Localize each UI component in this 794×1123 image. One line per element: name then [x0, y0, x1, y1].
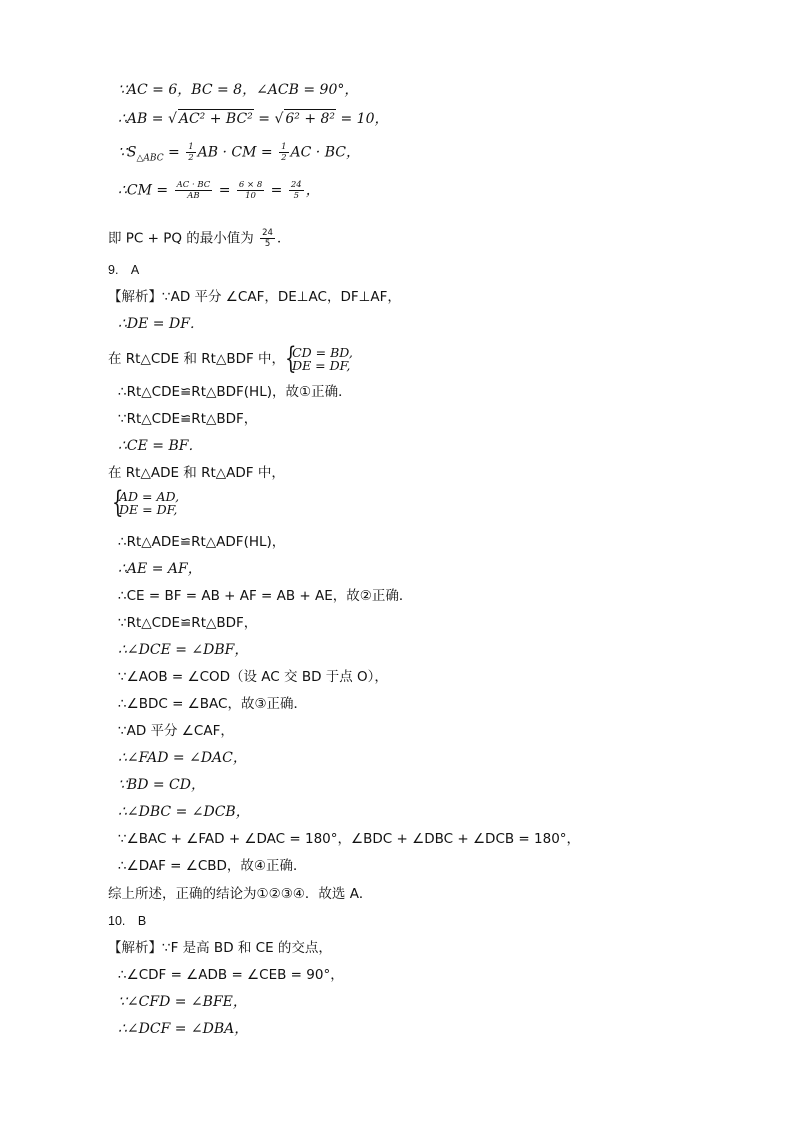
text: 即 PC + PQ 的最小值为 [108, 230, 259, 247]
sqrt-icon: √ [274, 111, 284, 127]
analysis-10-start: 【解析】∵F 是高 BD 和 CE 的交点， [108, 940, 332, 956]
system-row: AD = AD, [119, 489, 180, 504]
fraction [260, 228, 275, 249]
equation-system-block [112, 485, 180, 520]
numerator: AC · BC [176, 180, 211, 190]
line: ∴∠DBC = ∠DCB， [118, 804, 250, 820]
sqrt-expr: 6² + 8² [285, 111, 336, 127]
line: ∴Rt△ADE≌Rt△ADF(HL)， [118, 534, 286, 550]
line: ∵∠CFD = ∠BFE， [118, 994, 247, 1010]
line: ∵∠AOB = ∠COD（设 AC 交 BD 于点 O）， [118, 669, 388, 685]
denominator: 5 [293, 191, 299, 201]
line-given-sides: ∵AC = 6，BC = 8，∠ACB = 90°， [118, 82, 359, 98]
subscript: △ABC [136, 153, 164, 164]
line-conclusion: 综上所述，正确的结论为①②③④．故选 A． [108, 886, 373, 902]
fraction [279, 142, 288, 163]
line-compare-triangles [108, 341, 353, 376]
line: ∴CE = BF = AB + AF = AB + AE，故②正确． [118, 588, 413, 604]
line: 在 Rt△ADE 和 Rt△ADF 中， [108, 465, 285, 481]
line: ∴∠CDF = ∠ADB = ∠CEB = 90°， [118, 967, 344, 983]
analysis-9-start: 【解析】∵AD 平分 ∠CAF，DE⊥AC，DF⊥AF， [108, 289, 401, 305]
fraction [175, 180, 213, 201]
line: ∵Rt△CDE≌Rt△BDF， [118, 615, 258, 631]
denominator: AB [187, 191, 200, 201]
line-min-value [108, 228, 290, 249]
text: AC · BC， [290, 144, 360, 161]
equation-system [112, 485, 180, 520]
numerator: 24 [262, 228, 273, 238]
numerator: 24 [290, 180, 302, 190]
sqrt-expr: AC² + BC² [178, 111, 253, 127]
text: = [163, 144, 185, 161]
line: ∴∠FAD = ∠DAC， [118, 750, 247, 766]
text: = [253, 111, 275, 127]
text: ∴CM = [118, 182, 173, 199]
system-row: DE = DF, [292, 358, 351, 373]
fraction [186, 142, 195, 163]
line: ∵BD = CD， [118, 777, 205, 793]
brace-icon: { [112, 485, 124, 520]
text: = [214, 182, 235, 199]
denominator: 5 [264, 239, 271, 249]
line: ∴CE = BF． [118, 438, 203, 454]
line: ∴AE = AF， [118, 561, 202, 577]
text: ∵S [118, 144, 137, 161]
text: ． [276, 230, 291, 247]
line: ∵AD 平分 ∠CAF， [118, 723, 234, 739]
numerator: 6 × 8 [238, 180, 263, 190]
question-9-answer: 9. A [108, 263, 140, 277]
line: ∴∠DCE = ∠DBF， [118, 642, 249, 658]
line: ∵∠BAC + ∠FAD + ∠DAC = 180°，∠BDC + ∠DBC + ∠DCB = 180°， [118, 831, 581, 847]
line: ∴DE = DF． [118, 316, 204, 332]
fraction [237, 180, 264, 201]
system-row: CD = BD, [292, 345, 353, 360]
denominator: 10 [245, 191, 256, 201]
denominator: 2 [281, 153, 287, 163]
line: ∵Rt△CDE≌Rt△BDF， [118, 411, 258, 427]
text: ∴AB = [118, 111, 168, 127]
equation-system [285, 341, 353, 376]
system-row: DE = DF, [119, 502, 178, 517]
text: ， [305, 182, 320, 199]
text: 在 Rt△CDE 和 Rt△BDF 中， [108, 351, 286, 367]
denominator: 2 [188, 153, 194, 163]
sqrt-icon: √ [167, 111, 177, 127]
fraction [289, 180, 304, 201]
text: = [266, 182, 287, 199]
numerator: 1 [188, 142, 194, 152]
text: = 10， [336, 111, 389, 127]
question-10-answer: 10. B [108, 914, 147, 928]
line-cm [118, 180, 320, 201]
line: ∴∠DCF = ∠DBA， [118, 1021, 249, 1037]
line: ∴∠BDC = ∠BAC，故③正确． [118, 696, 308, 712]
line-area [118, 142, 360, 167]
line: ∴Rt△CDE≌Rt△BDF(HL)，故①正确． [118, 384, 352, 400]
text: AB · CM = [197, 144, 278, 161]
line-pythagoras [118, 109, 388, 128]
numerator: 1 [281, 142, 287, 152]
line: ∴∠DAF = ∠CBD，故④正确． [118, 858, 307, 874]
brace-icon: { [285, 341, 297, 376]
